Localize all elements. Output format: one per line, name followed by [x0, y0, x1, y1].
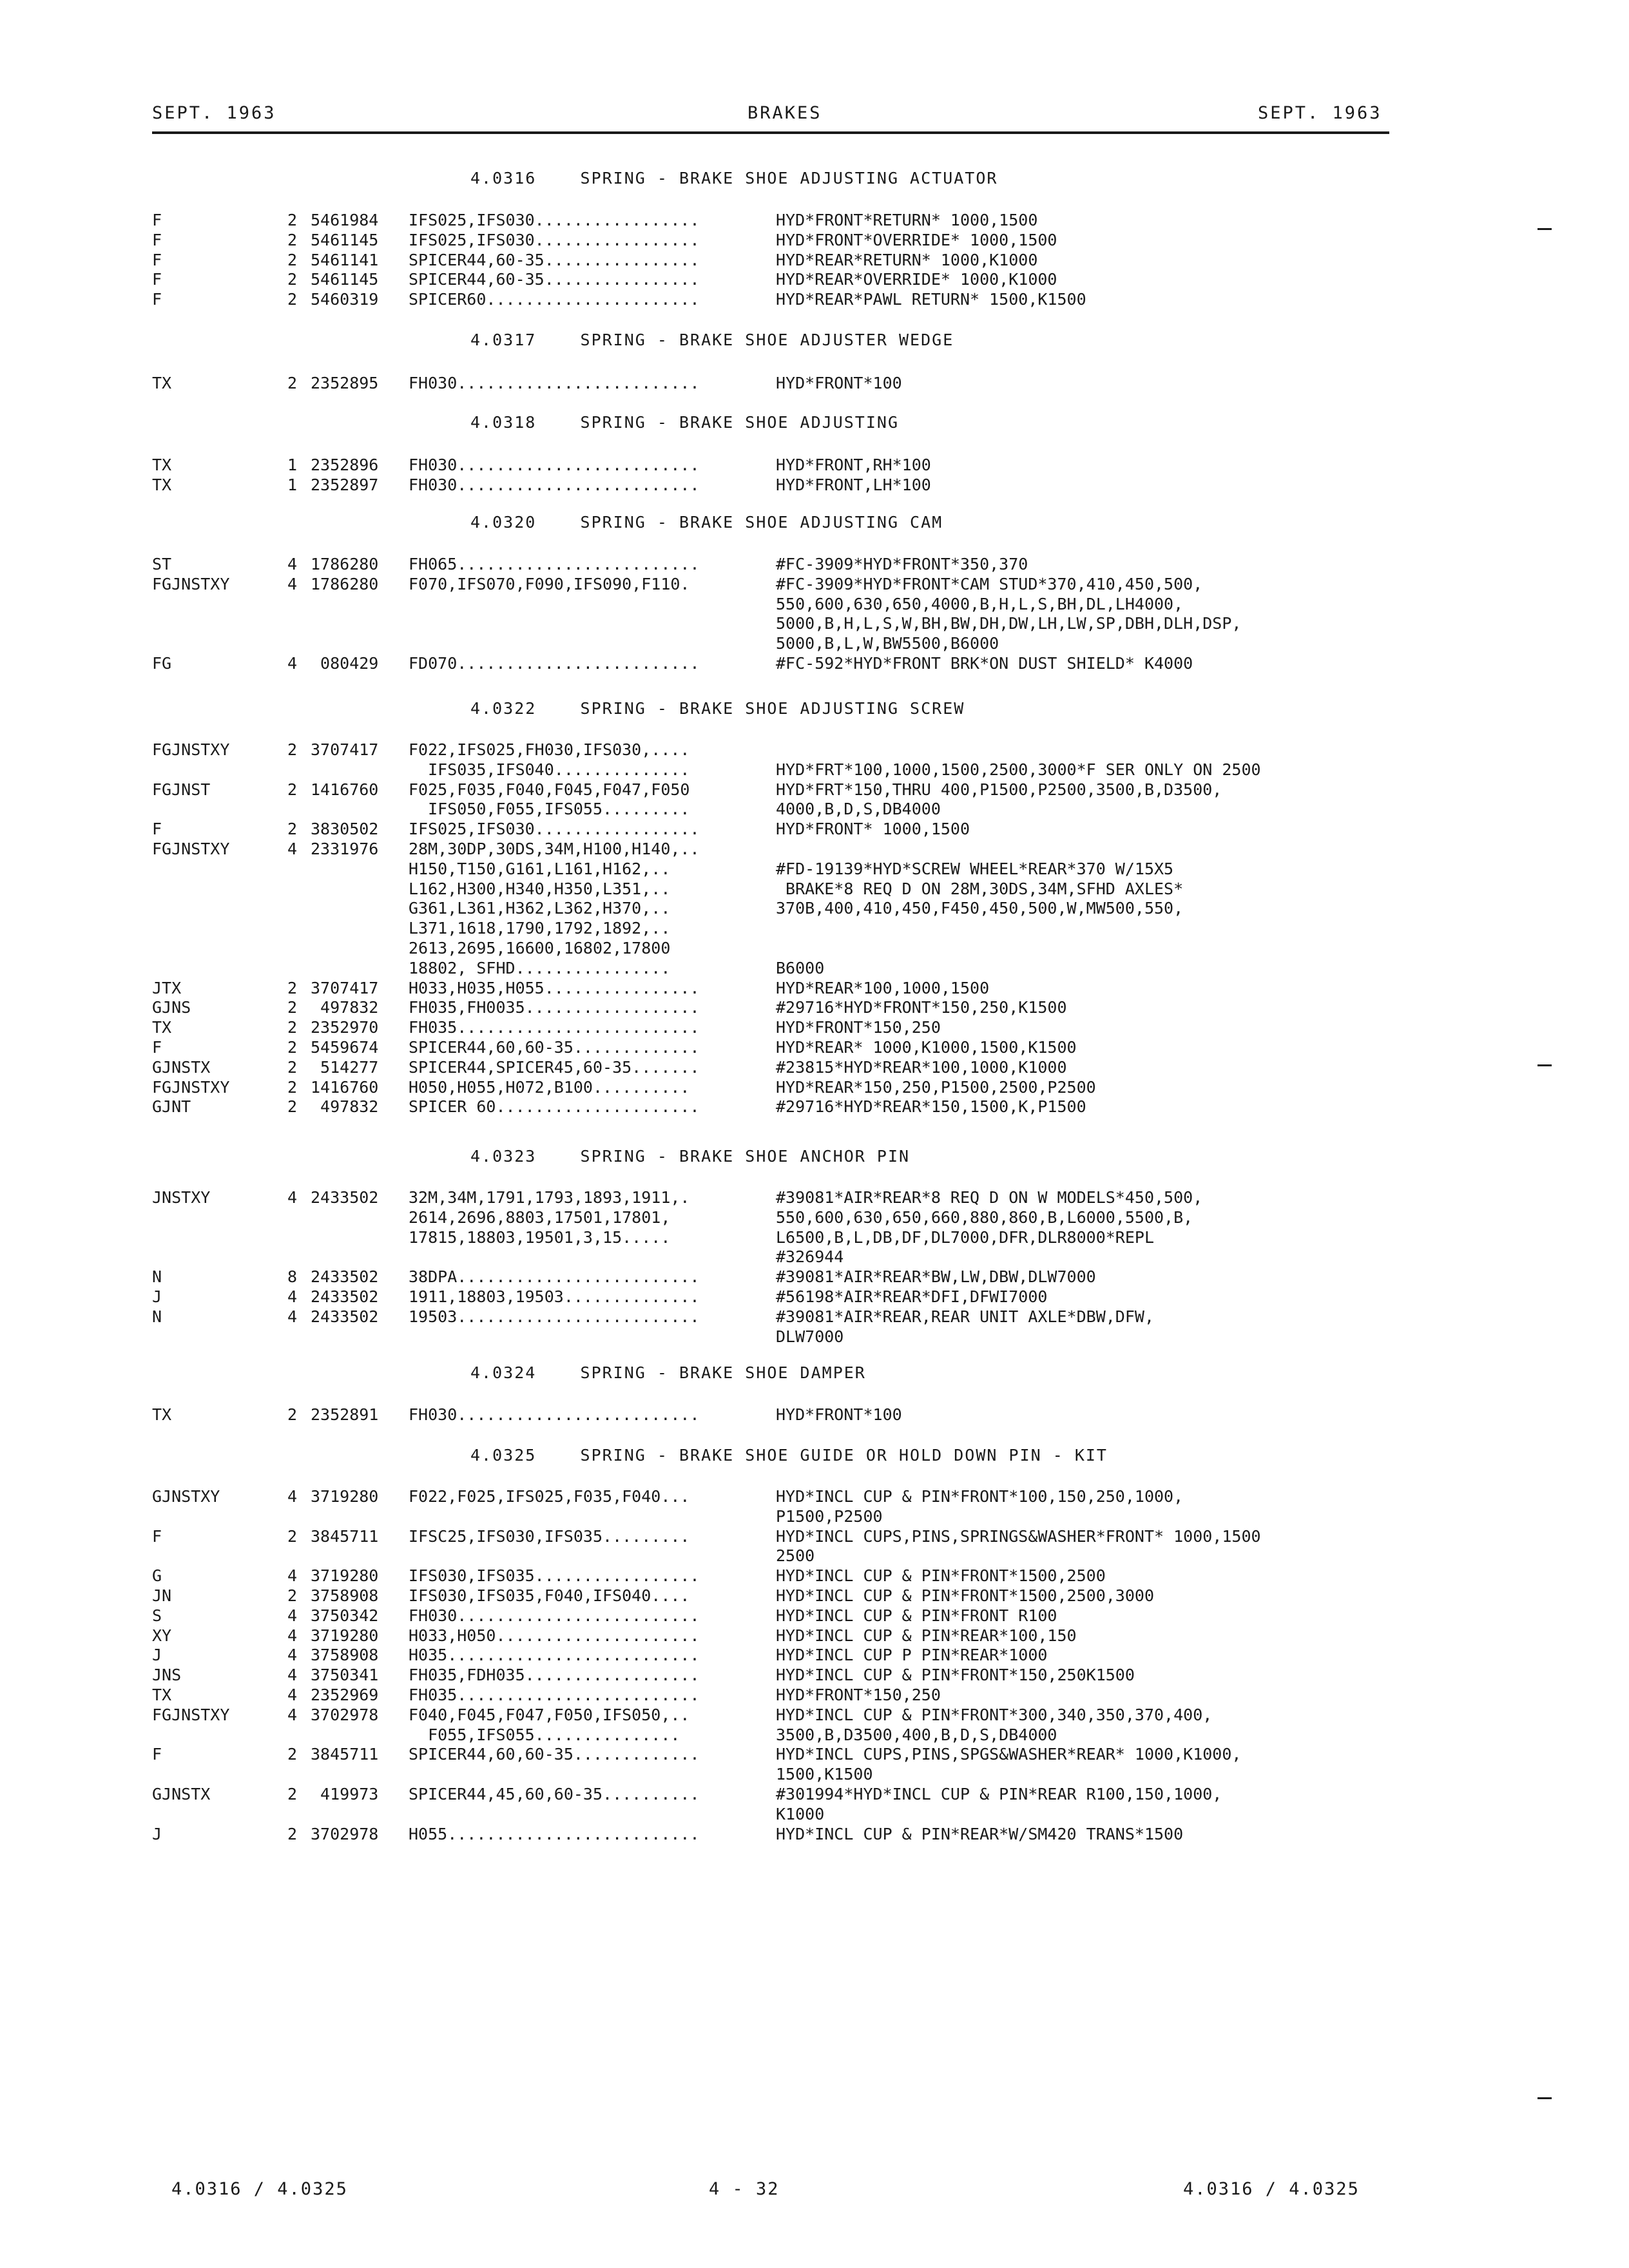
quantity: 4: [287, 1566, 298, 1586]
application: FH030.........................: [409, 456, 700, 474]
application: H050,H055,H072,B100..........: [409, 1077, 690, 1097]
application: L371,1618,1790,1792,1892,..: [409, 919, 671, 938]
application: SPICER44,60,60-35.............: [409, 1038, 700, 1057]
application: IFS025,IFS030.................: [409, 820, 700, 839]
application: 17815,18803,19501,3,15.....: [409, 1227, 671, 1247]
model-code: F: [152, 230, 162, 249]
quantity: 2: [287, 270, 298, 289]
quantity: 2: [287, 740, 298, 759]
quantity: 2: [287, 1785, 298, 1803]
quantity: 4: [287, 1487, 298, 1506]
description: HYD*INCL CUP P PIN*REAR*1000: [776, 1646, 1048, 1665]
part-number: 3702978: [311, 1705, 379, 1724]
model-code: J: [152, 1287, 162, 1306]
part-number: 3830502: [311, 820, 379, 839]
application: L162,H300,H340,H350,L351,..: [409, 879, 671, 898]
section-title: 4.0320 SPRING - BRAKE SHOE ADJUSTING CAM: [470, 513, 943, 532]
quantity: 2: [287, 978, 298, 997]
description: HYD*INCL CUP & PIN*REAR*100,150: [776, 1626, 1077, 1645]
part-number: 3750342: [311, 1606, 379, 1625]
part-number: 2352970: [311, 1018, 379, 1037]
model-code: JTX: [152, 978, 182, 997]
model-code: GJNS: [152, 998, 191, 1017]
model-code: JNS: [152, 1666, 182, 1685]
description: B6000: [776, 958, 825, 977]
section-title: 4.0316 SPRING - BRAKE SHOE ADJUSTING ACTUATOR: [470, 169, 998, 187]
part-number: 5461145: [311, 230, 379, 249]
section-title: 4.0322 SPRING - BRAKE SHOE ADJUSTING SCREW: [470, 699, 965, 718]
part-number: 3750341: [311, 1666, 379, 1685]
application: F055,IFS055...............: [409, 1725, 680, 1744]
description: #39081*AIR*REAR*BW,LW,DBW,DLW7000: [776, 1267, 1096, 1287]
part-number: 1786280: [311, 555, 379, 573]
part-number: 497832: [311, 998, 379, 1017]
quantity: 4: [287, 555, 298, 573]
model-code: F: [152, 211, 162, 229]
description: HYD*INCL CUP & PIN*REAR*W/SM420 TRANS*1500: [776, 1824, 1184, 1843]
application: H033,H035,H055................: [409, 978, 700, 997]
model-code: F: [152, 290, 162, 309]
application: FH030.........................: [409, 1405, 700, 1424]
application: SPICER44,45,60,60-35..........: [409, 1785, 700, 1803]
part-number: 3707417: [311, 978, 379, 997]
description: K1000: [776, 1804, 825, 1823]
application: IFS050,F055,IFS055.........: [409, 800, 690, 819]
part-number: 3845711: [311, 1526, 379, 1546]
description: #326944: [776, 1247, 844, 1267]
description: HYD*INCL CUPS,PINS,SPGS&WASHER*REAR* 1000,K1000,: [776, 1745, 1242, 1764]
application: 1911,18803,19503..............: [409, 1287, 700, 1306]
description: 2500: [776, 1546, 815, 1566]
quantity: 4: [287, 1686, 298, 1704]
application: IFS025,IFS030.................: [409, 230, 700, 249]
model-code: GJNSTX: [152, 1785, 211, 1803]
part-number: 2352891: [311, 1405, 379, 1424]
model-code: G: [152, 1566, 162, 1586]
model-code: FGJNSTXY: [152, 840, 230, 858]
header-left-date: SEPT. 1963: [152, 103, 276, 123]
model-code: GJNT: [152, 1097, 191, 1117]
description: HYD*FRT*150,THRU 400,P1500,P2500,3500,B,D3500,: [776, 780, 1222, 799]
section-title: 4.0318 SPRING - BRAKE SHOE ADJUSTING: [470, 413, 899, 432]
part-number: 2331976: [311, 840, 379, 858]
application: 19503.........................: [409, 1307, 700, 1326]
model-code: TX: [152, 1686, 172, 1704]
description: #FC-592*HYD*FRONT BRK*ON DUST SHIELD* K4000: [776, 654, 1193, 673]
part-number: 2433502: [311, 1188, 379, 1207]
description: HYD*REAR*PAWL RETURN* 1500,K1500: [776, 290, 1086, 309]
application: H033,H050.....................: [409, 1626, 700, 1645]
description: HYD*REAR*150,250,P1500,2500,P2500: [776, 1077, 1096, 1097]
application: H055..........................: [409, 1824, 700, 1843]
quantity: 2: [287, 1824, 298, 1843]
model-code: N: [152, 1307, 162, 1326]
description: HYD*FRONT*RETURN* 1000,1500: [776, 211, 1038, 229]
section-title: 4.0325 SPRING - BRAKE SHOE GUIDE OR HOLD DOWN PIN - KIT: [470, 1446, 1108, 1465]
application: SPICER44,60-35................: [409, 270, 700, 289]
part-number: 5461145: [311, 270, 379, 289]
description: DLW7000: [776, 1327, 844, 1346]
description: HYD*INCL CUP & PIN*FRONT*1500,2500: [776, 1566, 1106, 1586]
description: 550,600,630,650,4000,B,H,L,S,BH,DL,LH4000,: [776, 594, 1184, 613]
quantity: 2: [287, 1018, 298, 1037]
application: 2614,2696,8803,17501,17801,: [409, 1207, 671, 1227]
description: HYD*FRONT,RH*100: [776, 456, 931, 474]
application: FH030.........................: [409, 1606, 700, 1625]
quantity: 4: [287, 574, 298, 593]
application: F025,F035,F040,F045,F047,F050: [409, 780, 690, 799]
model-code: N: [152, 1267, 162, 1287]
description: HYD*INCL CUP & PIN*FRONT R100: [776, 1606, 1057, 1625]
part-number: 3702978: [311, 1824, 379, 1843]
margin-mark: [1537, 1064, 1552, 1066]
description: #FD-19139*HYD*SCREW WHEEL*REAR*370 W/15X5: [776, 859, 1174, 878]
model-code: JNSTXY: [152, 1188, 211, 1207]
quantity: 4: [287, 654, 298, 673]
footer-right-range: 4.0316 / 4.0325: [1183, 2179, 1360, 2199]
margin-mark: [1537, 228, 1552, 230]
quantity: 8: [287, 1267, 298, 1287]
quantity: 2: [287, 1077, 298, 1097]
part-number: 3719280: [311, 1626, 379, 1645]
model-code: F: [152, 1038, 162, 1057]
part-number: 5461984: [311, 211, 379, 229]
application: FH030.........................: [409, 374, 700, 392]
model-code: J: [152, 1646, 162, 1665]
model-code: J: [152, 1824, 162, 1843]
model-code: GJNSTXY: [152, 1487, 220, 1506]
description: 1500,K1500: [776, 1765, 873, 1784]
model-code: JN: [152, 1586, 172, 1605]
section-title: 4.0323 SPRING - BRAKE SHOE ANCHOR PIN: [470, 1147, 911, 1166]
part-number: 2352969: [311, 1686, 379, 1704]
model-code: FGJNSTXY: [152, 740, 230, 759]
application: SPICER44,60,60-35.............: [409, 1745, 700, 1764]
quantity: 4: [287, 1287, 298, 1306]
description: HYD*INCL CUP & PIN*FRONT*100,150,250,1000,: [776, 1487, 1184, 1506]
header-right-date: SEPT. 1963: [1258, 103, 1382, 123]
quantity: 2: [287, 290, 298, 309]
part-number: 1416760: [311, 1077, 379, 1097]
application: F040,F045,F047,F050,IFS050,..: [409, 1705, 690, 1724]
application: IFSC25,IFS030,IFS035.........: [409, 1526, 690, 1546]
quantity: 4: [287, 1307, 298, 1326]
application: FH035.........................: [409, 1686, 700, 1704]
description: HYD*FRONT*150,250: [776, 1018, 941, 1037]
description: 5000,B,H,L,S,W,BH,BW,DH,DW,LH,LW,SP,DBH,DLH,DSP,: [776, 614, 1242, 633]
model-code: TX: [152, 1018, 172, 1037]
application: IFS035,IFS040..............: [409, 760, 690, 779]
description: 370B,400,410,450,F450,450,500,W,MW500,550,: [776, 899, 1184, 918]
description: HYD*FRONT*OVERRIDE* 1000,1500: [776, 230, 1057, 249]
description: #23815*HYD*REAR*100,1000,K1000: [776, 1057, 1067, 1077]
application: FH035,FDH035..................: [409, 1666, 700, 1685]
application: H150,T150,G161,L161,H162,..: [409, 859, 671, 878]
quantity: 2: [287, 1586, 298, 1605]
part-number: 419973: [311, 1785, 379, 1803]
application: FH030.........................: [409, 475, 700, 494]
application: 38DPA.........................: [409, 1267, 700, 1287]
part-number: 2352895: [311, 374, 379, 392]
header-title: BRAKES: [747, 103, 822, 123]
description: HYD*FRONT*100: [776, 1405, 902, 1424]
description: L6500,B,L,DB,DF,DL7000,DFR,DLR8000*REPL: [776, 1227, 1154, 1247]
quantity: 2: [287, 1526, 298, 1546]
application: FD070.........................: [409, 654, 700, 673]
description: BRAKE*8 REQ D ON 28M,30DS,34M,SFHD AXLES*: [776, 879, 1184, 898]
part-number: 3845711: [311, 1745, 379, 1764]
description: #29716*HYD*REAR*150,1500,K,P1500: [776, 1097, 1086, 1117]
application: SPICER60......................: [409, 290, 700, 309]
part-number: 514277: [311, 1057, 379, 1077]
quantity: 4: [287, 1188, 298, 1207]
description: HYD*REAR* 1000,K1000,1500,K1500: [776, 1038, 1077, 1057]
description: 3500,B,D3500,400,B,D,S,DB4000: [776, 1725, 1057, 1744]
model-code: TX: [152, 374, 172, 392]
section-title: 4.0324 SPRING - BRAKE SHOE DAMPER: [470, 1363, 866, 1382]
margin-mark: [1537, 2097, 1552, 2099]
application: FH035,FH0035..................: [409, 998, 700, 1017]
quantity: 2: [287, 1057, 298, 1077]
model-code: XY: [152, 1626, 172, 1645]
quantity: 4: [287, 1606, 298, 1625]
model-code: FG: [152, 654, 172, 673]
quantity: 2: [287, 1745, 298, 1764]
description: #56198*AIR*REAR*DFI,DFWI7000: [776, 1287, 1048, 1306]
header-rule: [152, 131, 1389, 134]
part-number: 3707417: [311, 740, 379, 759]
description: HYD*INCL CUPS,PINS,SPRINGS&WASHER*FRONT* 1000,1500: [776, 1526, 1261, 1546]
quantity: 4: [287, 1626, 298, 1645]
application: IFS025,IFS030.................: [409, 211, 700, 229]
quantity: 2: [287, 211, 298, 229]
description: HYD*INCL CUP & PIN*FRONT*300,340,350,370,400,: [776, 1705, 1213, 1724]
application: H035..........................: [409, 1646, 700, 1665]
description: HYD*FRT*100,1000,1500,2500,3000*F SER ONLY ON 2500: [776, 760, 1261, 779]
part-number: 1786280: [311, 574, 379, 593]
quantity: 2: [287, 998, 298, 1017]
part-number: 080429: [311, 654, 379, 673]
model-code: F: [152, 250, 162, 269]
quantity: 4: [287, 1646, 298, 1665]
quantity: 4: [287, 840, 298, 858]
application: IFS030,IFS035.................: [409, 1566, 700, 1586]
quantity: 1: [287, 475, 298, 494]
model-code: FGJNST: [152, 780, 211, 799]
application: IFS030,IFS035,F040,IFS040....: [409, 1586, 690, 1605]
footer-left-range: 4.0316 / 4.0325: [171, 2179, 348, 2199]
part-number: 3758908: [311, 1586, 379, 1605]
application: 18802, SFHD................: [409, 958, 671, 977]
part-number: 3758908: [311, 1646, 379, 1665]
application: 2613,2695,16600,16802,17800: [409, 939, 671, 957]
application: F022,IFS025,FH030,IFS030,....: [409, 740, 690, 759]
quantity: 4: [287, 1705, 298, 1724]
model-code: GJNSTX: [152, 1057, 211, 1077]
application: G361,L361,H362,L362,H370,..: [409, 899, 671, 918]
quantity: 2: [287, 250, 298, 269]
application: SPICER 60.....................: [409, 1097, 700, 1117]
model-code: F: [152, 270, 162, 289]
model-code: TX: [152, 1405, 172, 1424]
model-code: F: [152, 820, 162, 839]
description: P1500,P2500: [776, 1506, 883, 1526]
description: HYD*REAR*OVERRIDE* 1000,K1000: [776, 270, 1057, 289]
quantity: 2: [287, 1038, 298, 1057]
description: HYD*REAR*100,1000,1500: [776, 978, 990, 997]
part-number: 1416760: [311, 780, 379, 799]
application: FH065.........................: [409, 555, 700, 573]
model-code: F: [152, 1745, 162, 1764]
quantity: 2: [287, 780, 298, 799]
description: #29716*HYD*FRONT*150,250,K1500: [776, 998, 1067, 1017]
application: FH035.........................: [409, 1018, 700, 1037]
quantity: 2: [287, 820, 298, 839]
quantity: 2: [287, 230, 298, 249]
section-title: 4.0317 SPRING - BRAKE SHOE ADJUSTER WEDGE: [470, 331, 954, 349]
part-number: 2433502: [311, 1287, 379, 1306]
description: 4000,B,D,S,DB4000: [776, 800, 941, 819]
description: #39081*AIR*REAR,REAR UNIT AXLE*DBW,DFW,: [776, 1307, 1154, 1326]
application: SPICER44,SPICER45,60-35.......: [409, 1057, 700, 1077]
part-number: 2433502: [311, 1307, 379, 1326]
model-code: ST: [152, 555, 172, 573]
model-code: TX: [152, 456, 172, 474]
application: F022,F025,IFS025,F035,F040...: [409, 1487, 690, 1506]
model-code: F: [152, 1526, 162, 1546]
application: SPICER44,60-35................: [409, 250, 700, 269]
part-number: 3719280: [311, 1487, 379, 1506]
part-number: 2352896: [311, 456, 379, 474]
description: HYD*FRONT,LH*100: [776, 475, 931, 494]
model-code: TX: [152, 475, 172, 494]
footer-page-number: 4 - 32: [709, 2179, 780, 2199]
part-number: 5460319: [311, 290, 379, 309]
quantity: 1: [287, 456, 298, 474]
description: #FC-3909*HYD*FRONT*CAM STUD*370,410,450,500,: [776, 574, 1203, 593]
description: #39081*AIR*REAR*8 REQ D ON W MODELS*450,500,: [776, 1188, 1203, 1207]
application: 32M,34M,1791,1793,1893,1911,.: [409, 1188, 690, 1207]
description: HYD*REAR*RETURN* 1000,K1000: [776, 250, 1038, 269]
part-number: 3719280: [311, 1566, 379, 1586]
description: HYD*FRONT* 1000,1500: [776, 820, 970, 839]
description: 550,600,630,650,660,880,860,B,L6000,5500,B,: [776, 1207, 1193, 1227]
description: HYD*INCL CUP & PIN*FRONT*150,250K1500: [776, 1666, 1135, 1685]
quantity: 4: [287, 1666, 298, 1685]
description: HYD*FRONT*100: [776, 374, 902, 392]
description: #FC-3909*HYD*FRONT*350,370: [776, 555, 1028, 573]
model-code: FGJNSTXY: [152, 1705, 230, 1724]
quantity: 2: [287, 1405, 298, 1424]
description: #301994*HYD*INCL CUP & PIN*REAR R100,150,1000,: [776, 1785, 1222, 1803]
application: F070,IFS070,F090,IFS090,F110.: [409, 574, 690, 593]
model-code: FGJNSTXY: [152, 574, 230, 593]
part-number: 2352897: [311, 475, 379, 494]
description: 5000,B,L,W,BW5500,B6000: [776, 634, 999, 653]
part-number: 2433502: [311, 1267, 379, 1287]
model-code: FGJNSTXY: [152, 1077, 230, 1097]
part-number: 497832: [311, 1097, 379, 1117]
quantity: 2: [287, 1097, 298, 1117]
quantity: 2: [287, 374, 298, 392]
part-number: 5459674: [311, 1038, 379, 1057]
application: 28M,30DP,30DS,34M,H100,H140,..: [409, 840, 700, 858]
model-code: S: [152, 1606, 162, 1625]
part-number: 5461141: [311, 250, 379, 269]
description: HYD*FRONT*150,250: [776, 1686, 941, 1704]
description: HYD*INCL CUP & PIN*FRONT*1500,2500,3000: [776, 1586, 1154, 1605]
